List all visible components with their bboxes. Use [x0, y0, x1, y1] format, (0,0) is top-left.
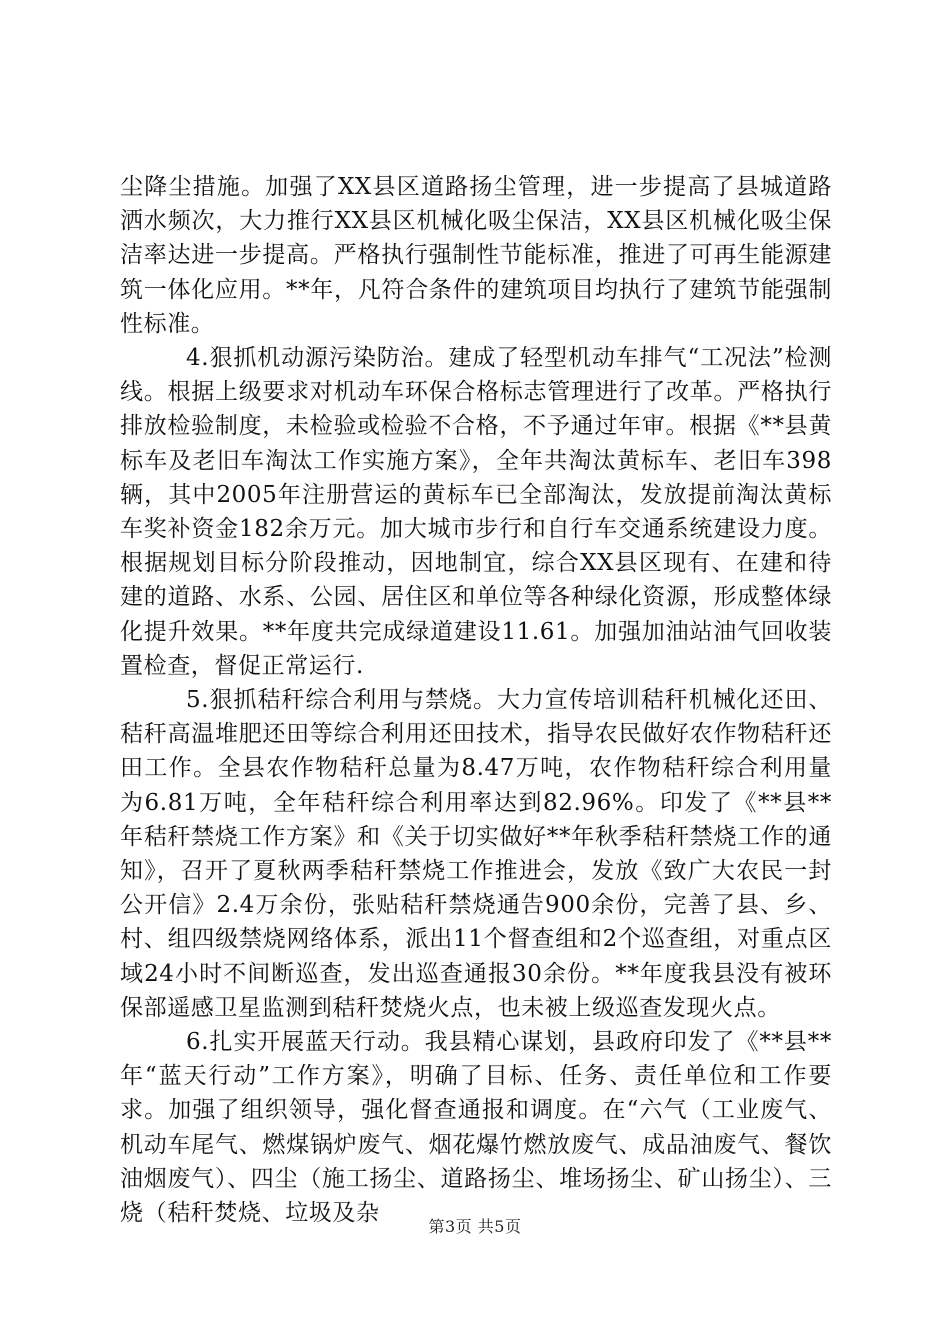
paragraph-continued: 尘降尘措施。加强了XX县区道路扬尘管理，进一步提高了县城道路洒水频次，大力推行XX县区机械化吸尘保洁，XX县区机械化吸尘保洁率达进一步提高。严格执行强制性节能标准，推进了可再生能源建筑一体化应用。**年，凡符合条件的建筑项目均执行了建筑节能强制性标准。	[120, 174, 832, 337]
document-body	[120, 170, 832, 1230]
paragraph-item-4-vehicle-pollution: 4.狠抓机动源污染防治。建成了轻型机动车排气“工况法”检测线。根据上级要求对机动车环保合格标志管理进行了改革。严格执行排放检验制度，未检验或检验不合格，不予通过年审。根据《**县黄标车及老旧车淘汰工作实施方案》，全年共淘汰黄标车、老旧车398辆，其中2005年注册营运的黄标车已全部淘汰，发放提前淘汰黄标车奖补资金182余万元。加大城市步行和自行车交通系统建设力度。根据规划目标分阶段推动，因地制宜，综合XX县区现有、在建和待建的道路、水系、公园、居住区和单位等各种绿化资源，形成整体绿化提升效果。**年度共完成绿道建设11.61。加强加油站油气回收装置检查，督促正常运行.	[120, 345, 832, 679]
paragraph-item-5-straw-burning: 5.狠抓秸秆综合利用与禁烧。大力宣传培训秸秆机械化还田、秸秆高温堆肥还田等综合利用还田技术，指导农民做好农作物秸秆还田工作。全县农作物秸秆总量为8.47万吨，农作物秸秆综合利用量为6.81万吨，全年秸秆综合利用率达到82.96%。印发了《**县**年秸秆禁烧工作方案》和《关于切实做好**年秋季秸秆禁烧工作的通知》，召开了夏秋两季秸秆禁烧工作推进会，发放《致广大农民一封公开信》2.4万余份，张贴秸秆禁烧通告900余份，完善了县、乡、村、组四级禁烧网络体系，派出11个督查组和2个巡查组，对重点区域24小时不间断巡查，发出巡查通报30余份。**年度我县没有被环保部遥感卫星监测到秸秆焚烧火点，也未被上级巡查发现火点。	[120, 687, 832, 1021]
paragraph-item-6-blue-sky: 6.扎实开展蓝天行动。我县精心谋划，县政府印发了《**县**年“蓝天行动”工作方案》，明确了目标、任务、责任单位和工作要求。加强了组织领导，强化督查通报和调度。在“六气（工业废气、机动车尾气、燃煤锅炉废气、烟花爆竹燃放废气、成品油废气、餐饮油烟废气）、四尘（施工扬尘、道路扬尘、堆场扬尘、矿山扬尘）、三烧（秸秆焚烧、垃圾及杂	[120, 1029, 832, 1227]
page-number-footer: 第3页 共5页	[428, 1217, 522, 1236]
